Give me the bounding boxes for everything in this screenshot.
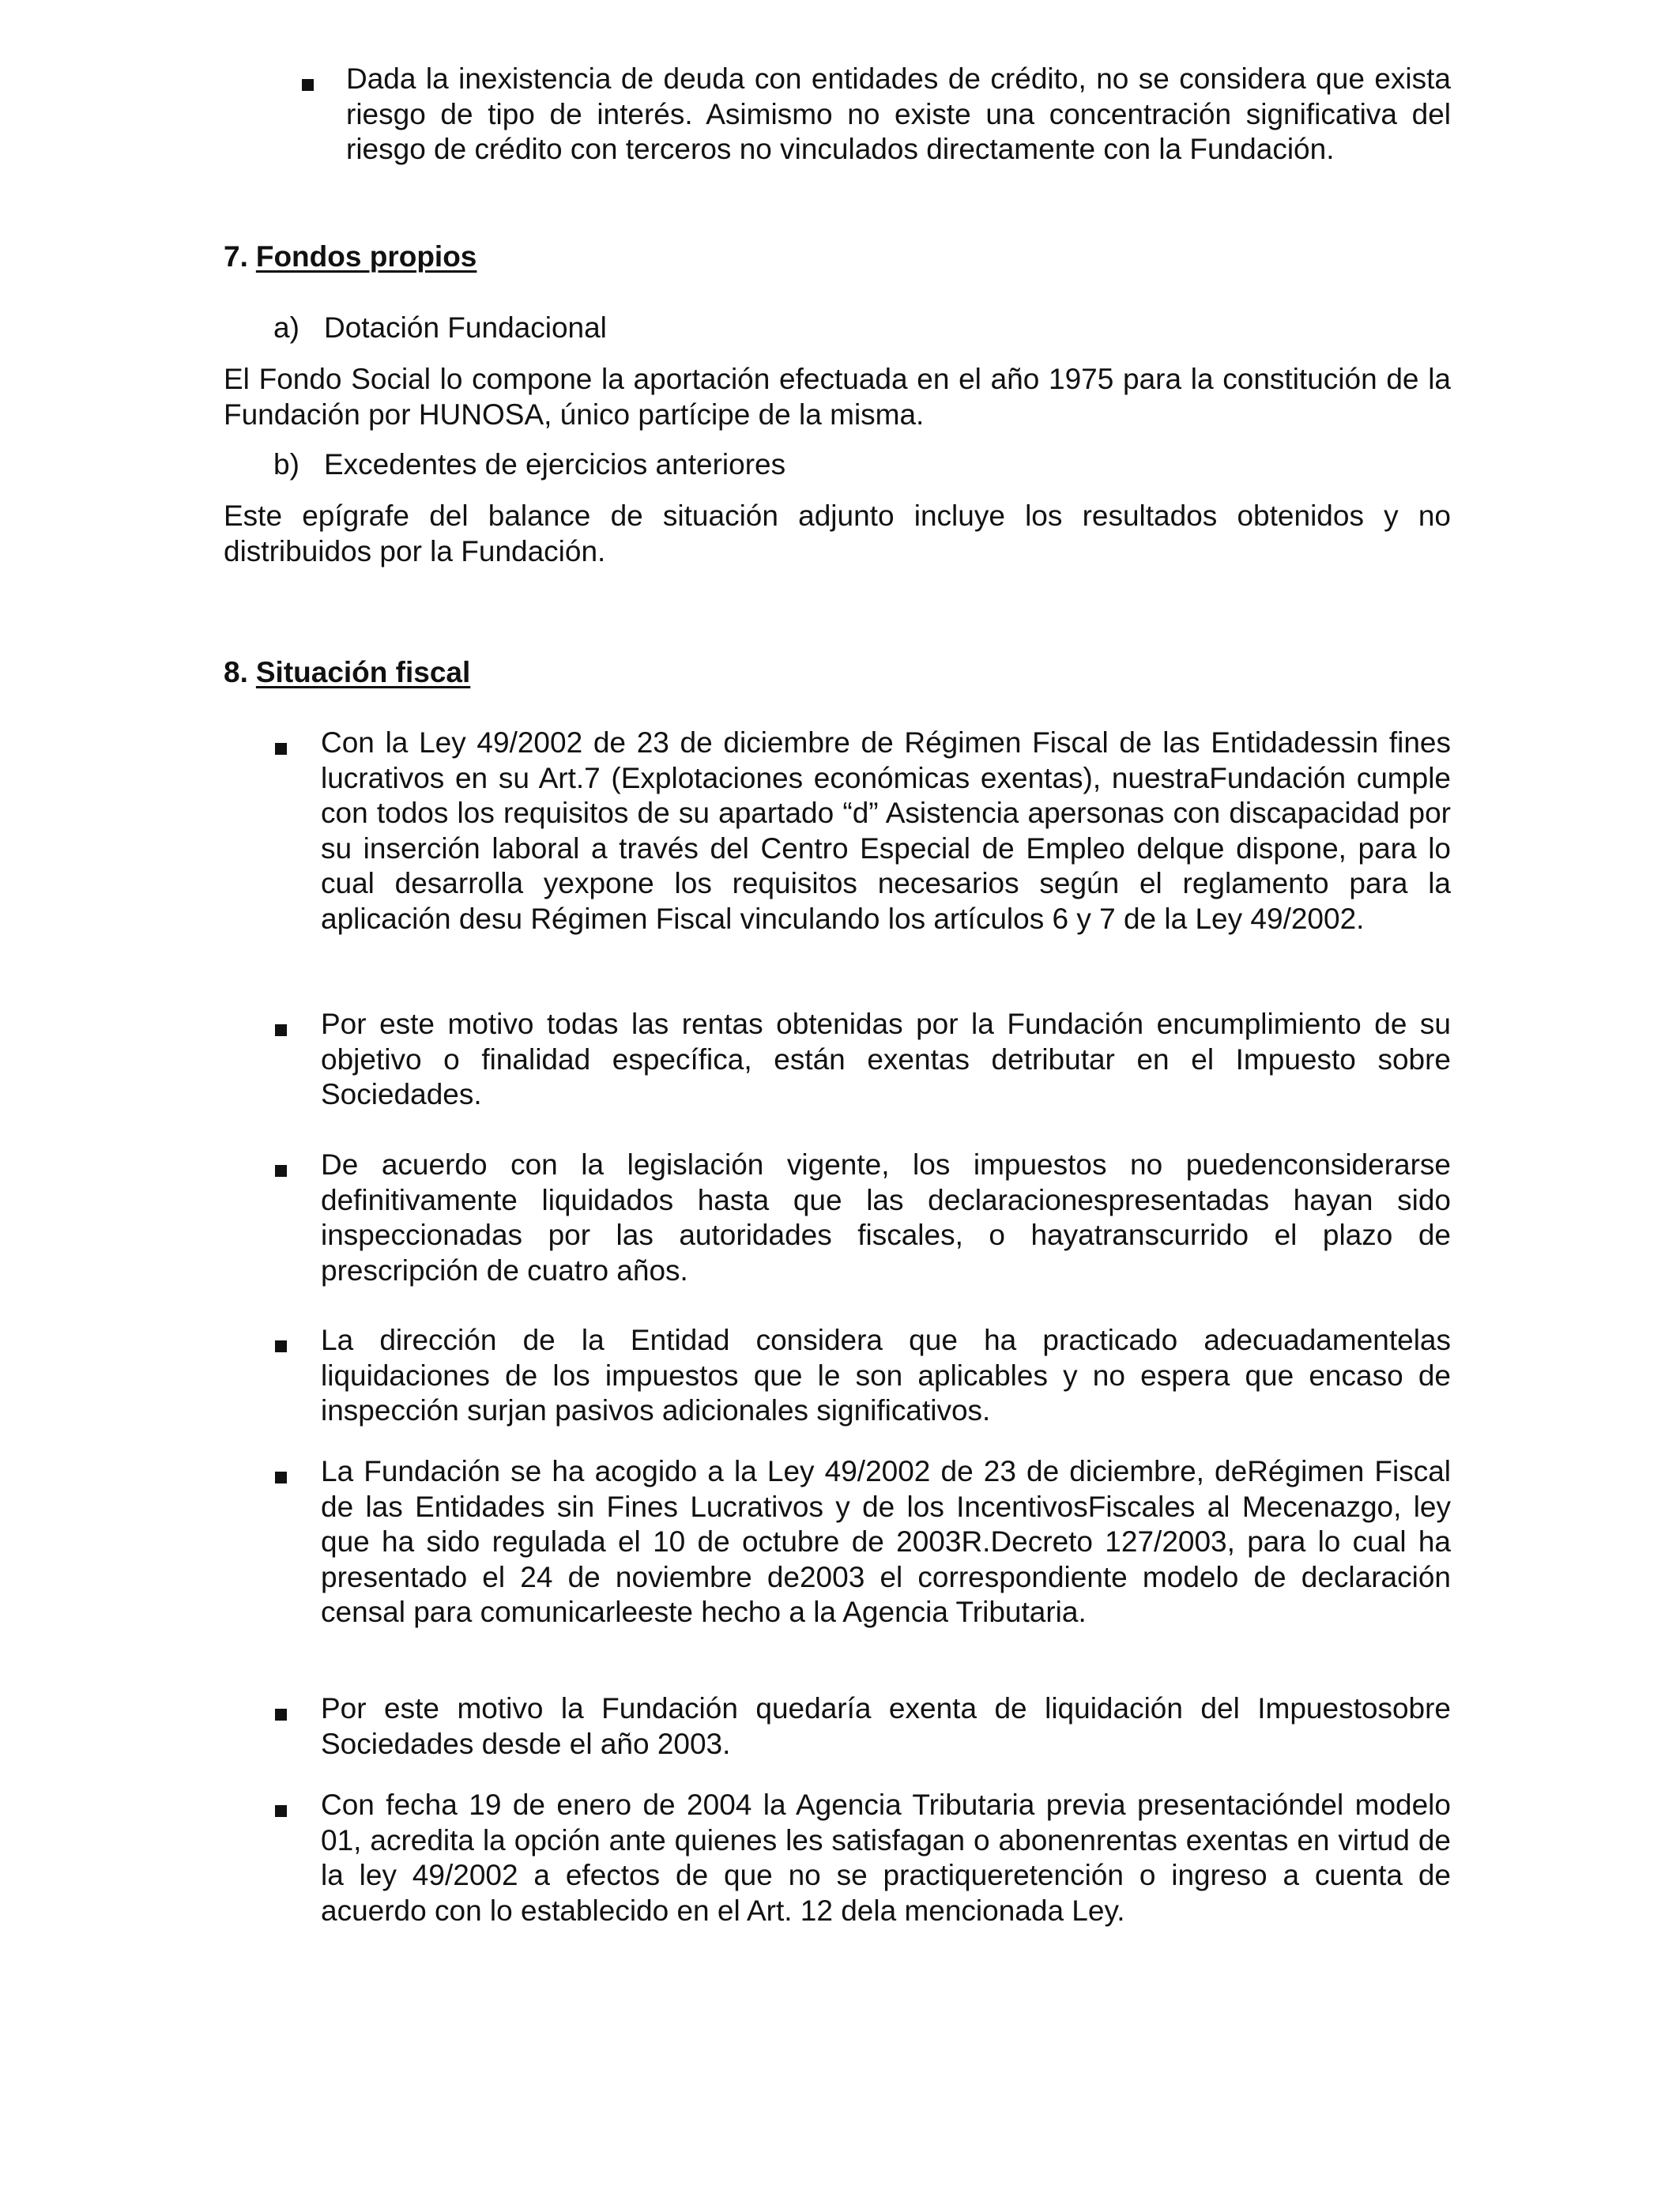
bullet-marker (302, 79, 314, 91)
subsection-a (273, 311, 607, 346)
section-8-title: Situación fiscal (255, 656, 471, 688)
fiscal-bullet-6: Por este motivo la Fundación quedaría exenta de liquidación del Impuestosobre Sociedades desde el año 2003. (321, 1692, 1451, 1760)
fiscal-bullet-2: Por este motivo todas las rentas obtenidas por la Fundación encumplimiento de su objetivo o finalidad específica, están exentas detributar en el Impuesto sobre Sociedades. (321, 1008, 1451, 1110)
fiscal-bullet-1: Con la Ley 49/2002 de 23 de diciembre de Régimen Fiscal de las Entidadessin fines lucrativos en su Art.7 (Explotaciones económicas exentas), nuestraFundación cumple con todos los requisitos de su apartado “d” Asistencia apersonas con discapacidad por su inserción laboral a través del Centro Especial de Empleo delque dispone, para lo cual desarrolla yexpone los requisitos necesarios según el reglamento para la aplicación desu Régimen Fiscal vinculando los artículos 6 y 7 de la Ley 49/2002. (321, 726, 1451, 935)
fiscal-bullet-3: De acuerdo con la legislación vigente, los impuestos no puedenconsiderarse definitivamente liquidados hasta que las declaracionespresentadas hayan sido inspeccionadas por las autoridades fiscales, o hayatranscurrido el plazo de prescripción de cuatro años. (321, 1148, 1451, 1287)
bullet-marker (275, 1472, 287, 1483)
subsection-b (273, 447, 785, 483)
bullet-marker (275, 1805, 287, 1817)
section-7-title: Fondos propios (255, 240, 477, 273)
subsection-a-label: a) (273, 311, 299, 344)
fiscal-bullet-4: La dirección de la Entidad considera que ha practicado adecuadamentelas liquidaciones de los impuestos que le son aplicables y no espera que encaso de inspección surjan pasivos adicionales significativos. (321, 1324, 1451, 1427)
subsection-a-title: Dotación Fundacional (324, 311, 607, 344)
paragraph-fondo-social: El Fondo Social lo compone la aportación efectuada en el año 1975 para la constitución de la Fundación por HUNOSA, único partícipe de la misma. (224, 363, 1451, 431)
bullet-marker (275, 1024, 287, 1036)
section-7-heading (224, 239, 477, 275)
subsection-b-title: Excedentes de ejercicios anteriores (324, 448, 786, 481)
bullet-marker (275, 743, 287, 755)
section-8-number: 8. (224, 656, 248, 688)
bullet-marker (275, 1340, 287, 1352)
subsection-b-label: b) (273, 448, 299, 481)
paragraph-excedentes: Este epígrafe del balance de situación adjunto incluye los resultados obtenidos y no distribuidos por la Fundación. (224, 499, 1451, 567)
fiscal-bullet-7: Con fecha 19 de enero de 2004 la Agencia Tributaria previa presentacióndel modelo 01, acredita la opción ante quienes les satisfagan o abonenrentas exentas en virtud de la ley 49/2002 a efectos de que no se practiqueretención o ingreso a cuenta de acuerdo con lo establecido en el Art. 12 dela mencionada Ley. (321, 1789, 1451, 1927)
section-7-number: 7. (224, 240, 248, 273)
fiscal-bullet-5: La Fundación se ha acogido a la Ley 49/2002 de 23 de diciembre, deRégimen Fiscal de las Entidades sin Fines Lucrativos y de los IncentivosFiscales al Mecenazgo, ley que ha sido regulada el 10 de octubre de 2003R.Decreto 127/2003, para lo cual ha presentado el 24 de noviembre de2003 el correspondiente modelo de declaración censal para comunicarleeste hecho a la Agencia Tributaria. (321, 1455, 1451, 1628)
bullet-marker (275, 1709, 287, 1721)
top-bullet-text: Dada la inexistencia de deuda con entidades de crédito, no se considera que exista riesgo de tipo de interés. Asimismo no existe una concentración significativa del riesgo de crédito con terceros no vinculados directamente con la Fundación. (346, 62, 1451, 165)
section-8-heading (224, 655, 470, 691)
bullet-marker (275, 1165, 287, 1177)
